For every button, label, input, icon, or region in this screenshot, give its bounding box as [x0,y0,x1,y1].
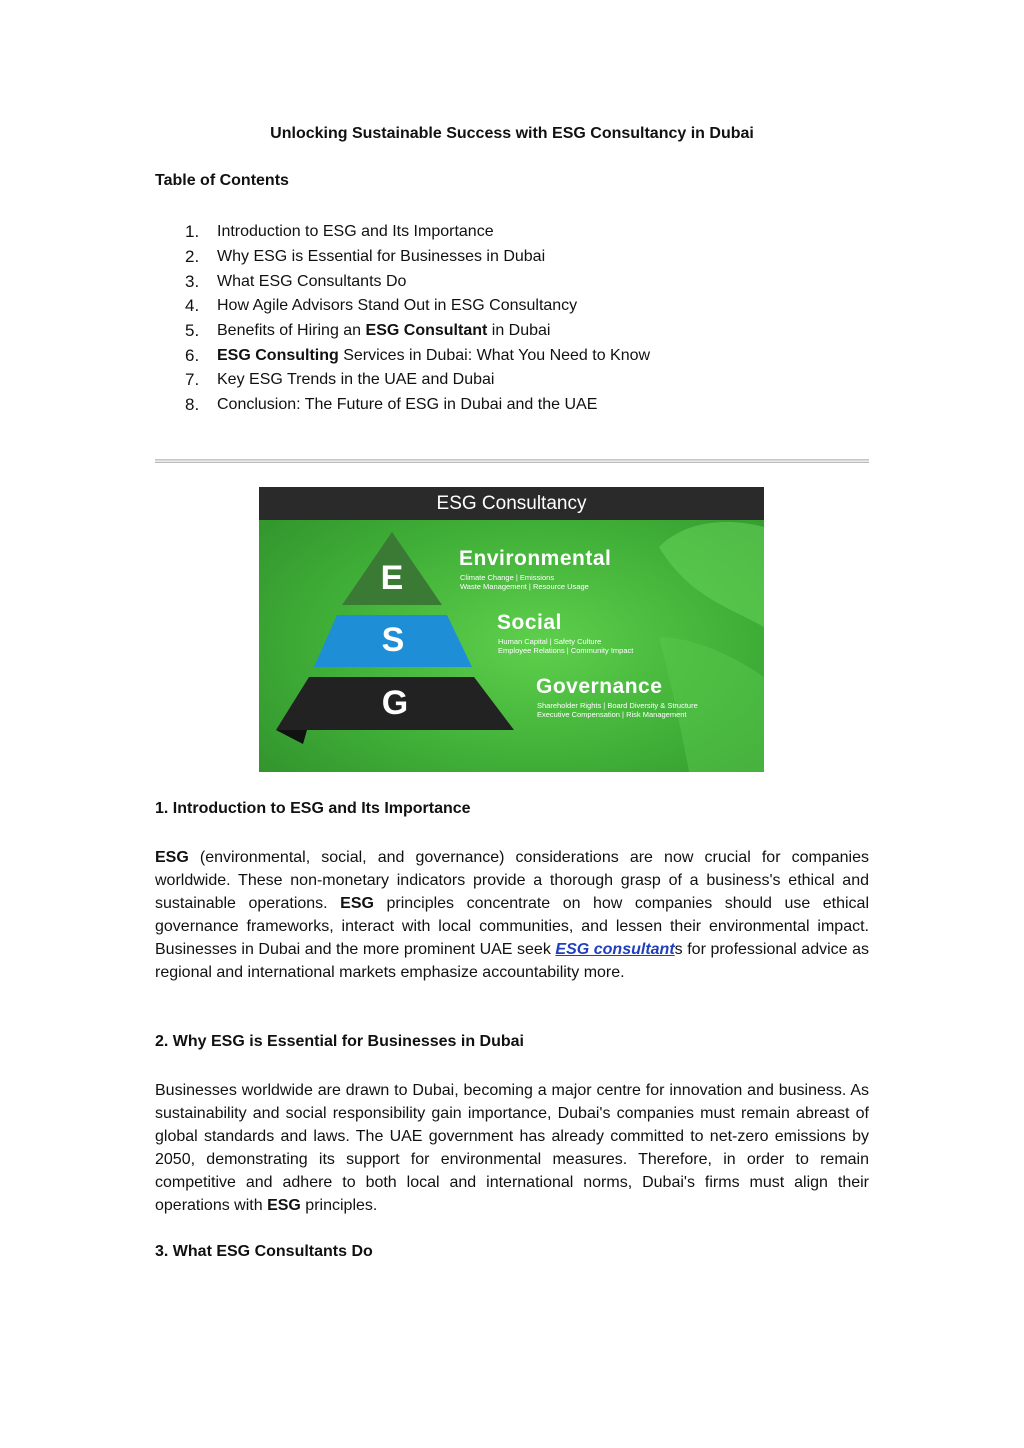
horizontal-divider [155,459,869,463]
social-line2: Employee Relations | Community Impact [498,646,634,655]
section-1-paragraph: ESG (environmental, social, and governance) considerations are now crucial for companies worldwide. These non-monetary indicators provide a thorough grasp of a business's ethical and sustainable operations. ESG principles concentrate on how companies should use ethical governance frameworks, interact with local communities, and lessen their environmental impact. Businesses in Dubai and the more prominent UAE seek ESG consultants for professional advice as regional and international markets emphasize accountability more. [155,849,870,982]
letter-e: E [380,559,404,597]
section-heading-2: 2. Why ESG is Essential for Businesses in Dubai [155,1033,524,1050]
toc-heading: Table of Contents [155,172,289,189]
environmental-line2: Waste Management | Resource Usage [460,582,589,591]
toc-item: 1. Introduction to ESG and Its Importance [185,222,494,242]
toc-item: 6. ESG Consulting Services in Dubai: What You Need to Know [185,345,651,365]
toc-item: 4. How Agile Advisors Stand Out in ESG Consultancy [185,296,578,316]
section-heading-3: 3. What ESG Consultants Do [155,1243,373,1260]
toc-item: 7. Key ESG Trends in the UAE and Dubai [185,370,495,390]
letter-s: S [381,621,405,659]
section-2-paragraph: Businesses worldwide are drawn to Dubai, becoming a major centre for innovation and business. As sustainability and social responsibility gain importance, Dubai's companies must remain abreast of global standards and laws. The UAE government has already committed to net-zero emissions by 2050, demonstrating its support for environmental measures. Therefore, in order to remain competitive and adhere to both local and international norms, Dubai's firms must align their operations with ESG principles. [155,1082,869,1215]
social-line1: Human Capital | Safety Culture [498,637,602,646]
document-title: Unlocking Sustainable Success with ESG Consultancy in Dubai [270,125,754,142]
infographic-banner: ESG Consultancy [259,487,764,520]
toc-item: 8. Conclusion: The Future of ESG in Dubai and the UAE [185,395,598,415]
governance-line2: Executive Compensation | Risk Management [537,710,687,719]
table-of-contents [155,220,650,418]
toc-item: 2. Why ESG is Essential for Businesses in Dubai [185,247,546,267]
social-title: Social [497,611,562,634]
section-heading-1: 1. Introduction to ESG and Its Importance [155,800,471,817]
environmental-line1: Climate Change | Emissions [460,573,555,582]
environmental-title: Environmental [459,547,612,570]
toc-item: 3. What ESG Consultants Do [185,271,407,291]
leaf-decoration-top [659,522,764,627]
toc-item: 5. Benefits of Hiring an ESG Consultant in Dubai [185,321,551,341]
esg-consultant-link[interactable]: ESG consultant [555,941,675,959]
governance-shadow [276,730,307,744]
esg-infographic [259,487,764,772]
governance-title: Governance [536,675,663,698]
governance-line1: Shareholder Rights | Board Diversity & Structure [537,701,698,710]
letter-g: G [381,684,409,722]
